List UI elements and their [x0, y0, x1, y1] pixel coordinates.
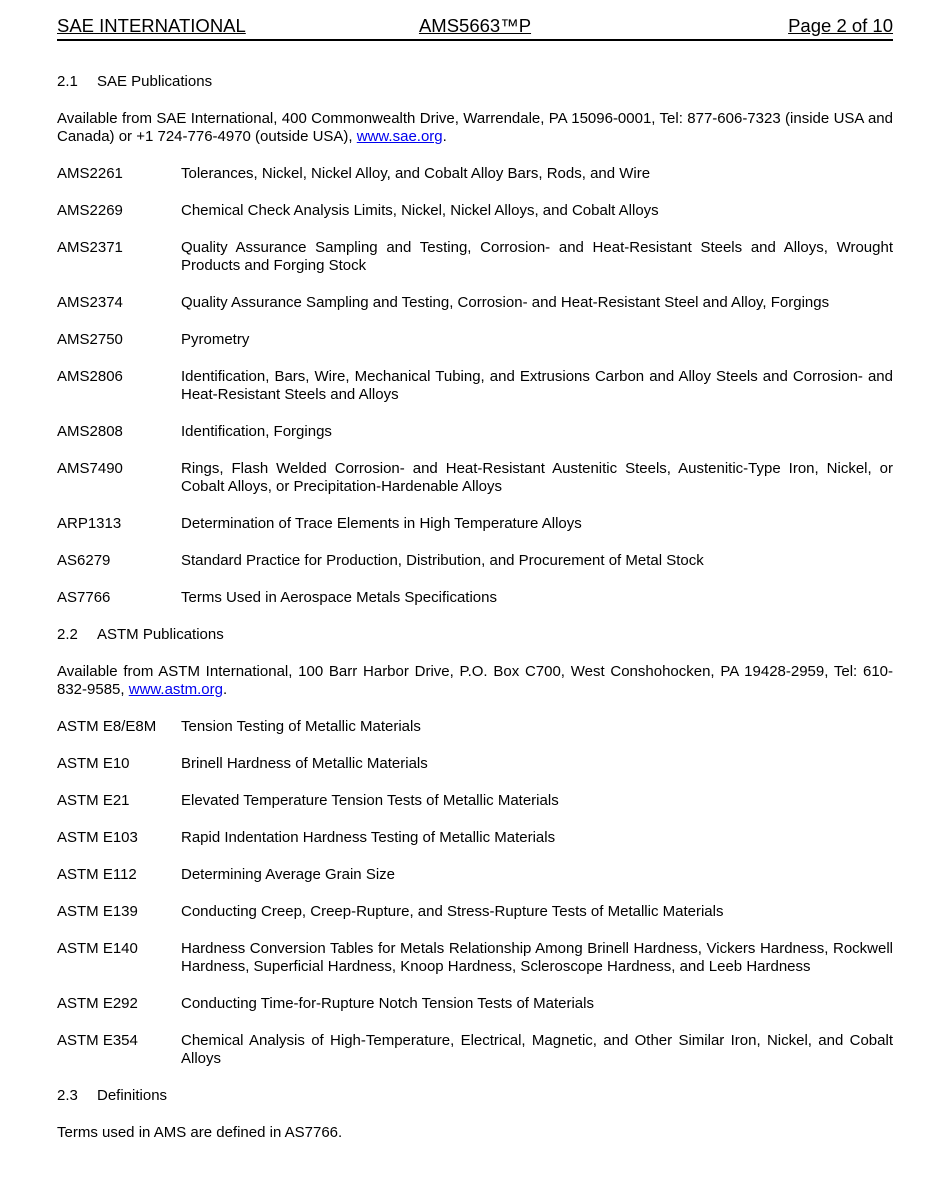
reference-code: AMS2371: [57, 239, 123, 256]
reference-title: Rings, Flash Welded Corrosion- and Heat-Resistant Austenitic Steels, Austenitic-Type Iron, Nickel, or Cobalt Alloys, or Precipitation-Hardenable Alloys: [181, 460, 893, 495]
reference-code: ASTM E140: [57, 940, 138, 957]
reference-code: ASTM E8/E8M: [57, 718, 157, 735]
astm-availability-paragraph: [57, 663, 893, 699]
reference-code: AMS2374: [57, 294, 123, 311]
reference-title: Brinell Hardness of Metallic Materials: [181, 755, 428, 772]
reference-item: [57, 552, 893, 570]
reference-title: Tension Testing of Metallic Materials: [181, 718, 421, 735]
reference-title: Hardness Conversion Tables for Metals Relationship Among Brinell Hardness, Vickers Hardness, Rockwell Hardness, Superficial Hardness, Knoop Hardness, Scleroscope Hardness, and Leeb Hardness: [181, 940, 893, 975]
intro-text-end: .: [442, 128, 447, 145]
intro-text: Available from SAE International, 400 Commonwealth Drive, Warrendale, PA 15096-0001, Tel: 877-606-7323 (inside USA and Canada) or +1 724-776-4970 (outside USA),: [57, 110, 893, 145]
reference-item: [57, 866, 893, 884]
reference-code: ASTM E103: [57, 829, 138, 846]
reference-item: [57, 460, 893, 496]
reference-item: [57, 829, 893, 847]
page-header: [57, 16, 893, 41]
section-number: 2.3: [57, 1087, 78, 1104]
sae-availability-paragraph: [57, 110, 893, 146]
reference-code: ASTM E10: [57, 755, 130, 772]
header-page-number: Page 2 of 10: [788, 15, 894, 36]
reference-item: [57, 1032, 893, 1068]
reference-title: Identification, Bars, Wire, Mechanical Tubing, and Extrusions Carbon and Alloy Steels and Corrosion- and Heat-Resistant Steels and Alloys: [181, 368, 893, 403]
reference-title: Rapid Indentation Hardness Testing of Metallic Materials: [181, 829, 556, 846]
reference-code: AMS2269: [57, 202, 123, 219]
reference-code: ASTM E112: [57, 866, 137, 883]
astm-org-link[interactable]: www.astm.org: [128, 681, 223, 698]
reference-title: Terms Used in Aerospace Metals Specifications: [181, 589, 497, 606]
intro-text-end: .: [222, 681, 228, 698]
reference-item: [57, 515, 893, 533]
reference-code: AMS2261: [57, 165, 123, 182]
reference-title: Determination of Trace Elements in High Temperature Alloys: [181, 515, 582, 532]
section-title: Definitions: [97, 1087, 168, 1104]
reference-title: Standard Practice for Production, Distribution, and Procurement of Metal Stock: [181, 552, 704, 569]
sae-org-link[interactable]: www.sae.org: [356, 128, 443, 145]
reference-title: Conducting Time-for-Rupture Notch Tension Tests of Materials: [181, 995, 594, 1012]
section-number: 2.2: [57, 626, 78, 643]
reference-code: AS6279: [57, 552, 111, 569]
section-title: SAE Publications: [97, 73, 213, 90]
reference-title: Elevated Temperature Tension Tests of Metallic Materials: [181, 792, 559, 809]
section-number: 2.1: [57, 73, 78, 90]
reference-title: Pyrometry: [181, 331, 250, 348]
reference-item: [57, 755, 893, 773]
reference-item: [57, 792, 893, 810]
header-organization: SAE INTERNATIONAL: [57, 15, 246, 36]
reference-title: Tolerances, Nickel, Nickel Alloy, and Cobalt Alloy Bars, Rods, and Wire: [181, 165, 651, 182]
reference-title: Quality Assurance Sampling and Testing, Corrosion- and Heat-Resistant Steel and Alloy, Forgings: [181, 294, 830, 311]
reference-item: [57, 995, 893, 1013]
section-heading-definitions: [57, 1087, 893, 1105]
reference-code: ARP1313: [57, 515, 122, 532]
reference-item: [57, 368, 893, 404]
reference-title: Chemical Check Analysis Limits, Nickel, Nickel Alloys, and Cobalt Alloys: [181, 202, 659, 219]
reference-item: [57, 165, 893, 183]
header-document-number: AMS5663™P: [418, 15, 532, 36]
reference-item: [57, 294, 893, 312]
reference-title: Chemical Analysis of High-Temperature, Electrical, Magnetic, and Other Similar Iron, Nickel, and Cobalt Alloys: [181, 1032, 893, 1067]
reference-code: AMS7490: [57, 460, 123, 477]
reference-item: [57, 331, 893, 349]
reference-item: [57, 903, 893, 921]
section-heading-astm-publications: [57, 626, 893, 644]
reference-code: AMS2808: [57, 423, 123, 440]
reference-code: ASTM E21: [57, 792, 130, 809]
reference-title: Quality Assurance Sampling and Testing, Corrosion- and Heat-Resistant Steels and Alloys, Wrought Products and Forging Stock: [181, 239, 893, 274]
reference-item: [57, 239, 893, 275]
section-title: ASTM Publications: [97, 626, 224, 643]
reference-code: ASTM E354: [57, 1032, 138, 1049]
reference-item: [57, 423, 893, 441]
reference-title: Conducting Creep, Creep-Rupture, and Stress-Rupture Tests of Metallic Materials: [181, 903, 724, 920]
reference-item: [57, 202, 893, 220]
reference-code: AMS2806: [57, 368, 123, 385]
reference-item: [57, 718, 893, 736]
reference-code: AS7766: [57, 589, 111, 606]
definitions-paragraph: Terms used in AMS are defined in AS7766.: [57, 1124, 343, 1141]
reference-code: ASTM E292: [57, 995, 138, 1012]
reference-item: [57, 589, 893, 607]
reference-code: AMS2750: [57, 331, 123, 348]
reference-title: Identification, Forgings: [181, 423, 332, 440]
reference-item: [57, 940, 893, 976]
reference-title: Determining Average Grain Size: [181, 866, 395, 883]
reference-code: ASTM E139: [57, 903, 138, 920]
intro-text: Available from ASTM International, 100 Barr Harbor Drive, P.O. Box C700, West Conshohocken, PA 19428-2959, Tel: 610-832-9585,: [57, 663, 893, 698]
section-heading-sae-publications: [57, 73, 893, 91]
